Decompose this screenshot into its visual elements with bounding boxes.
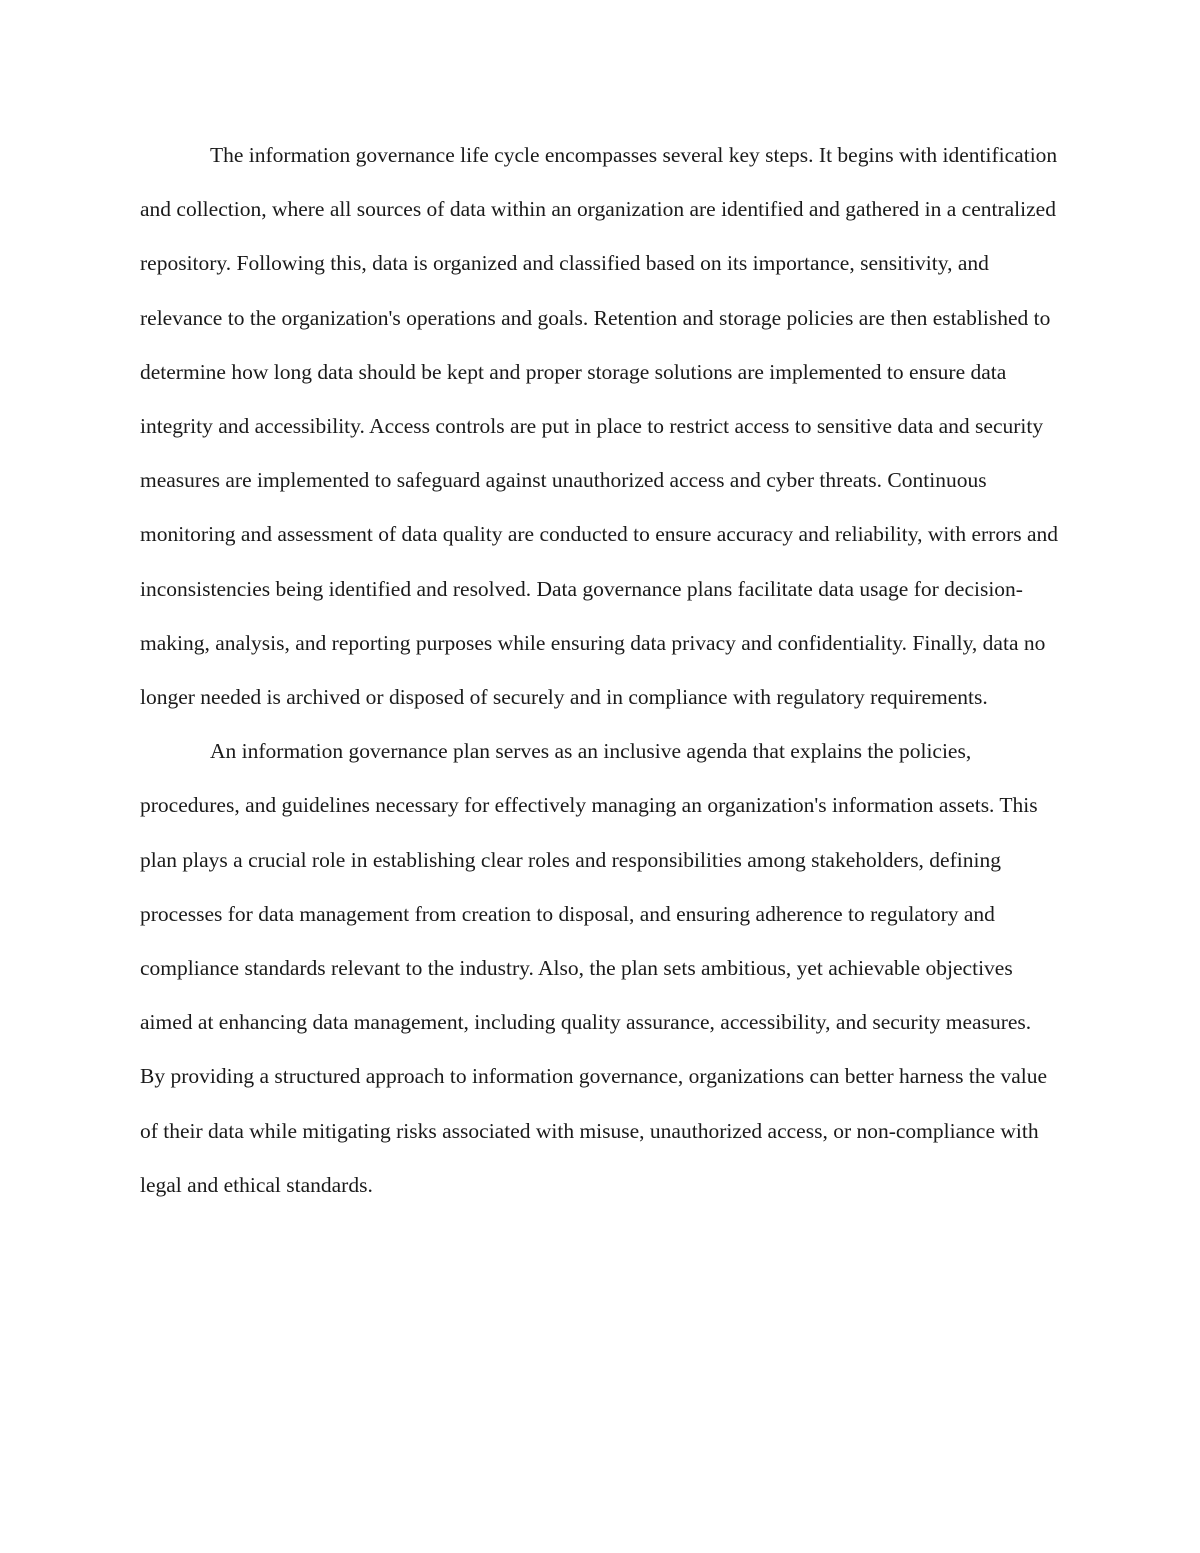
document-body [140,128,1060,1212]
paragraph-governance-plan: An information governance plan serves as an inclusive agenda that explains the policies, procedures, and guidelines necessary for effectively managing an organization's information assets. This plan plays a crucial role in establishing clear roles and responsibilities among stakeholders, defining processes for data management from creation to disposal, and ensuring adherence to regulatory and compliance standards relevant to the industry. Also, the plan sets ambitious, yet achievable objectives aimed at enhancing data management, including quality assurance, accessibility, and security measures. By providing a structured approach to information governance, organizations can better harness the value of their data while mitigating risks associated with misuse, unauthorized access, or non-compliance with legal and ethical standards. [140,739,1048,1197]
paragraph-lifecycle: The information governance life cycle encompasses several key steps. It begins with identification and collection, where all sources of data within an organization are identified and gathered in a centralized repository. Following this, data is organized and classified based on its importance, sensitivity, and relevance to the organization's operations and goals. Retention and storage policies are then established to determine how long data should be kept and proper storage solutions are implemented to ensure data integrity and accessibility. Access controls are put in place to restrict access to sensitive data and security measures are implemented to safeguard against unauthorized access and cyber threats. Continuous monitoring and assessment of data quality are conducted to ensure accuracy and reliability, with errors and inconsistencies being identified and resolved. Data governance plans facilitate data usage for decision-making, analysis, and reporting purposes while ensuring data privacy and confidentiality. Finally, data no longer needed is archived or disposed of securely and in compliance with regulatory requirements. [140,143,1059,710]
